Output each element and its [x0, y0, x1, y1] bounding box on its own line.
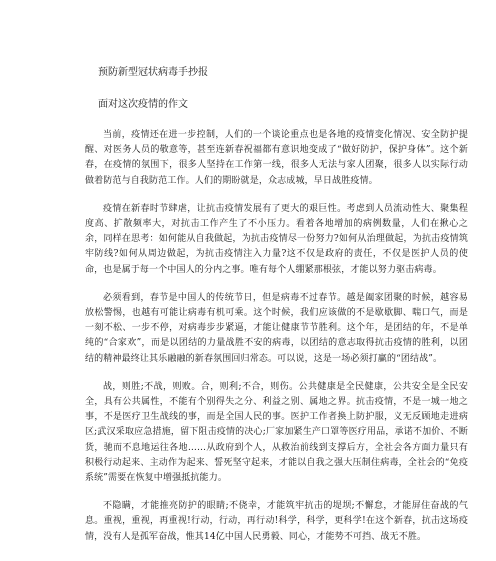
- paragraph: 疫情在新春时节肆虐，让抗击疫情发展有了更大的艰巨性。考虑到人员流动性大、聚集程度高、扩散频率大，对抗击工作产生了不小压力。看着各地增加的病例数量，人们在揪心之余，同样在思考：如何能从自我做起，为抗击疫情尽一份努力?如何从治理做起，为抗击疫情筑牢防线?如何从周边做起，为抗击疫情注入力量?这不仅是政府的责任，不仅是医护人员的使命，也是属于每一个中国人的分内之事。唯有每个人绷紧那根弦，才能以努力驱击病毒。: [85, 203, 468, 275]
- paragraph: 战，则胜;不战，则败。合，则利;不合，则伤。公共健康是全民健康，公共安全是全民安全，具有公共属性，不能有个别得失之分、利益之别、属地之界。抗击疫情，不是一城一地之事，不是医疗卫生战线的事，而是全国人民的事。医护工作者换上防护服，义无反顾地走进病区;武汉采取应急措施，留下阻击疫情的决心;厂家加紧生产口罩等医疗用品，承诺不加价、不断货，驰而不息地运往各地……从政府到个人，从救治前线到支撑后方，全社会各方面力量只有积极行动起来、主动作为起来、誓死坚守起来，才能以自我之强大压制住病毒，全社会的“免疫系统”需要在恢复中增强抵抗能力。: [85, 381, 468, 484]
- paragraph: 必须看到，春节是中国人的传统节日，但是病毒不过春节。越是阖家团聚的时候，越容易放松警惕，也越有可能让病毒有机可乘。这个时候，我们应该做的不是歇歇脚、喘口气，而是一刻不松、一步不停，对病毒步步紧逼，才能让健康节节胜利。这个年，是团结的年，不是单纯的“合家欢”，而是以团结的力量战胜不安的病毒，以团结的意志取得抗击疫情的胜利，以团结的精神最终让其乐融融的新春氛围回归常态。可以说，这是一场必须打赢的“团结战”。: [85, 292, 468, 364]
- document-subtitle: 面对这次疫情的作文: [98, 99, 188, 110]
- document-title: 预防新型冠状病毒手抄报: [98, 67, 208, 78]
- paragraph: 当前，疫情还在进一步控制，人们的一个谈论重点也是各地的疫情变化情况、安全防护提醒、对医务人员的敬意等，甚至连新春祝福都有意识地变成了“做好防护，保护身体”。这个新春，在疫情的氛围下，很多人坚持在工作第一线，很多人无法与家人团聚，很多人以实际行动做着防范与自我防范工作。人们的期盼就是，众志成城，早日战胜疫情。: [85, 130, 468, 186]
- paragraph: 不隐瞒，才能推亮防护的眼睛;不侥幸，才能筑牢抗击的堤坝;不懈怠，才能屏住奋战的气息。重视，重视，再重视!行动，行动，再行动!科学，科学，更科学!在这个新春，抗击这场疫情，没有人是孤军奋战，惟其14亿中国人民勇毅、同心，才能势不可挡、战无不胜。: [85, 501, 468, 542]
